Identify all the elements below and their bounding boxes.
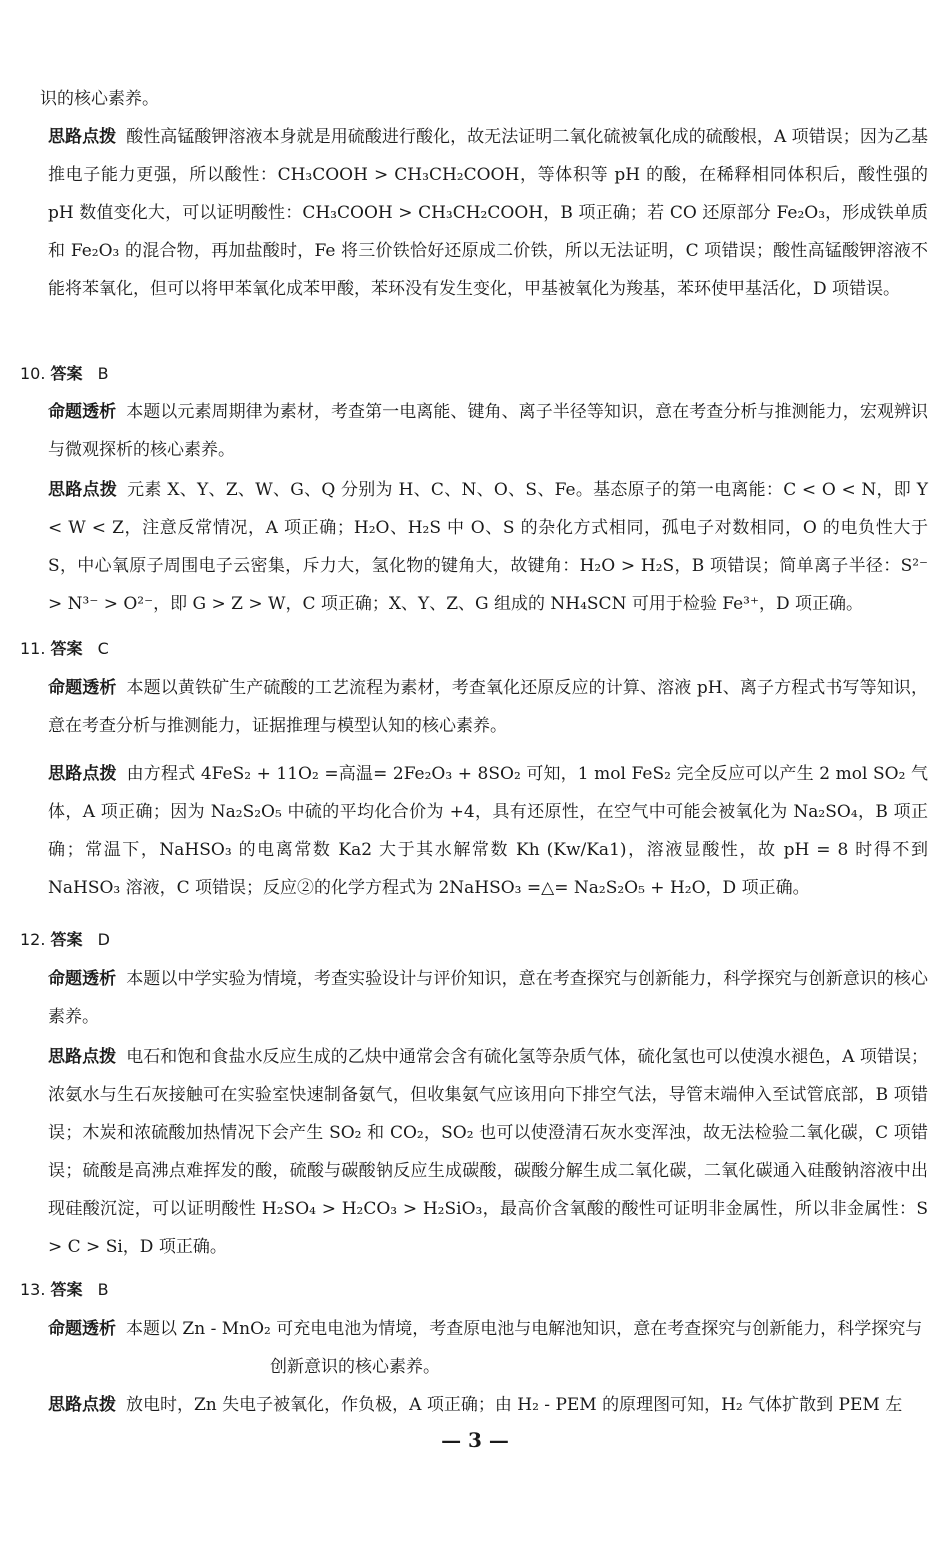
q12-intent-text: 本题以中学实验为情境，考查实验设计与评价知识，意在考查探究与创新能力，科学探究与创新意识的核心素养。 bbox=[48, 969, 929, 1027]
q13-intent-continued bbox=[48, 1348, 928, 1386]
label-intent: 命题透析 bbox=[48, 678, 117, 698]
label-idea: 思路点拨 bbox=[48, 480, 118, 500]
label-answer: 答案 bbox=[50, 1280, 83, 1299]
q11-idea-paragraph bbox=[48, 755, 928, 907]
q12-answer: D bbox=[97, 930, 110, 949]
q13-intent-text-a: 本题以 Zn - MnO₂ 可充电电池为情境，考查原电池与电解池知识，意在考查探究与创新能力，科学探究与 bbox=[126, 1319, 923, 1339]
q11-answer-line bbox=[20, 630, 109, 668]
q10-intent-paragraph bbox=[48, 393, 928, 469]
label-answer: 答案 bbox=[50, 930, 83, 949]
q13-answer: B bbox=[97, 1280, 109, 1299]
q13-idea-text: 放电时，Zn 失电子被氧化，作负极，A 项正确；由 H₂ - PEM 的原理图可知，H₂ 气体扩散到 PEM 左 bbox=[126, 1395, 903, 1415]
q10-number: 10. bbox=[20, 364, 46, 383]
q11-answer: C bbox=[97, 639, 109, 658]
q11-intent-text: 本题以黄铁矿生产硫酸的工艺流程为素材，考查氧化还原反应的计算、溶液 pH、离子方程式书写等知识，意在考查分析与推测能力，证据推理与模型认知的核心素养。 bbox=[48, 678, 929, 736]
q12-answer-line bbox=[20, 921, 110, 959]
q13-intent-paragraph bbox=[48, 1310, 928, 1348]
q11-intent-paragraph bbox=[48, 669, 928, 745]
label-answer: 答案 bbox=[50, 639, 83, 658]
page-number: — 3 — bbox=[441, 1428, 509, 1452]
q12-idea-paragraph bbox=[48, 1038, 928, 1266]
q10-answer-line bbox=[20, 355, 109, 393]
q11-idea-text: 由方程式 4FeS₂ + 11O₂ =高温= 2Fe₂O₃ + 8SO₂ 可知，1 mol FeS₂ 完全反应可以产生 2 mol SO₂ 气体，A 项正确；因为 Na₂S₂O₅ 中硫的平均化合价为 +4，具有还原性，在空气中可能会被氧化为 Na₂SO₄，B 项正确；常温下，NaHSO₃ 的电离常数 Ka2 大于其水解常数 Kh (Kw/Ka1)，溶液显酸性，故 pH = 8 时得不到 NaHSO₃ 溶液，C 项错误；反应②的化学方程式为 2NaHSO₃ =△= Na₂S₂O₅ + H₂O，D 项正确。 bbox=[48, 764, 928, 898]
label-intent: 命题透析 bbox=[48, 1319, 116, 1339]
label-idea: 思路点拨 bbox=[48, 127, 117, 147]
q10-answer: B bbox=[97, 364, 109, 383]
label-idea: 思路点拨 bbox=[48, 764, 117, 784]
q13-intent-text-b: 创新意识的核心素养。 bbox=[270, 1357, 440, 1377]
q10-idea-text: 元素 X、Y、Z、W、G、Q 分别为 H、C、N、O、S、Fe。基态原子的第一电离能：C < O < N，即 Y < W < Z，注意反常情况，A 项正确；H₂O、H₂S 中 O、S 的杂化方式相同，孤电子对数相同，O 的电负性大于 S，中心氧原子周围电子云密集，斥力大，氢化物的键角大，故键角：H₂O > H₂S，B 项错误；简单离子半径：S²⁻ > N³⁻ > O²⁻，即 G > Z > W，C 项正确；X、Y、Z、G 组成的 NH₄SCN 可用于检验 Fe³⁺，D 项正确。 bbox=[48, 480, 928, 614]
q10-intent-text: 本题以元素周期律为素材，考查第一电离能、键角、离子半径等知识，意在考查分析与推测能力，宏观辨识与微观探析的核心素养。 bbox=[48, 402, 929, 460]
q13-number: 13. bbox=[20, 1280, 46, 1299]
q9-idea-text: 酸性高锰酸钾溶液本身就是用硫酸进行酸化，故无法证明二氧化硫被氧化成的硫酸根，A 项错误；因为乙基推电子能力更强，所以酸性：CH₃COOH > CH₃CH₂COOH，等体积等 pH 的酸，在稀释相同体积后，酸性强的 pH 数值变化大，可以证明酸性：CH₃COOH > CH₃CH₂COOH，B 项正确；若 CO 还原部分 Fe₂O₃，形成铁单质和 Fe₂O₃ 的混合物，再加盐酸时，Fe 将三价铁恰好还原成二价铁，所以无法证明，C 项错误；酸性高锰酸钾溶液不能将苯氧化，但可以将甲苯氧化成苯甲酸，苯环没有发生变化，甲基被氧化为羧基，苯环使甲基活化，D 项错误。 bbox=[48, 127, 928, 299]
continued-line: 识的核心素养。 bbox=[40, 89, 159, 109]
q12-idea-text: 电石和饱和食盐水反应生成的乙炔中通常会含有硫化氢等杂质气体，硫化氢也可以使溴水褪色，A 项错误；浓氨水与生石灰接触可在实验室快速制备氨气，但收集氨气应该用向下排空气法，导管末端伸入至试管底部，B 项错误；木炭和浓硫酸加热情况下会产生 SO₂ 和 CO₂，SO₂ 也可以使澄清石灰水变浑浊，故无法检验二氧化碳，C 项错误；硫酸是高沸点难挥发的酸，硫酸与碳酸钠反应生成碳酸，碳酸分解生成二氧化碳，二氧化碳通入硅酸钠溶液中出现硅酸沉淀，可以证明酸性 H₂SO₄ > H₂CO₃ > H₂SiO₃，最高价含氧酸的酸性可证明非金属性，所以非金属性：S > C > Si，D 项正确。 bbox=[48, 1047, 928, 1257]
q12-intent-paragraph bbox=[48, 960, 928, 1036]
label-idea: 思路点拨 bbox=[48, 1047, 117, 1067]
q12-number: 12. bbox=[20, 930, 46, 949]
q10-idea-paragraph bbox=[48, 471, 928, 623]
q11-number: 11. bbox=[20, 639, 46, 658]
q9-idea-paragraph bbox=[48, 118, 928, 308]
label-idea: 思路点拨 bbox=[48, 1395, 116, 1415]
label-answer: 答案 bbox=[50, 364, 83, 383]
label-intent: 命题透析 bbox=[48, 969, 117, 989]
label-intent: 命题透析 bbox=[48, 402, 117, 422]
q13-idea-paragraph bbox=[48, 1386, 928, 1424]
q13-answer-line bbox=[20, 1271, 109, 1309]
